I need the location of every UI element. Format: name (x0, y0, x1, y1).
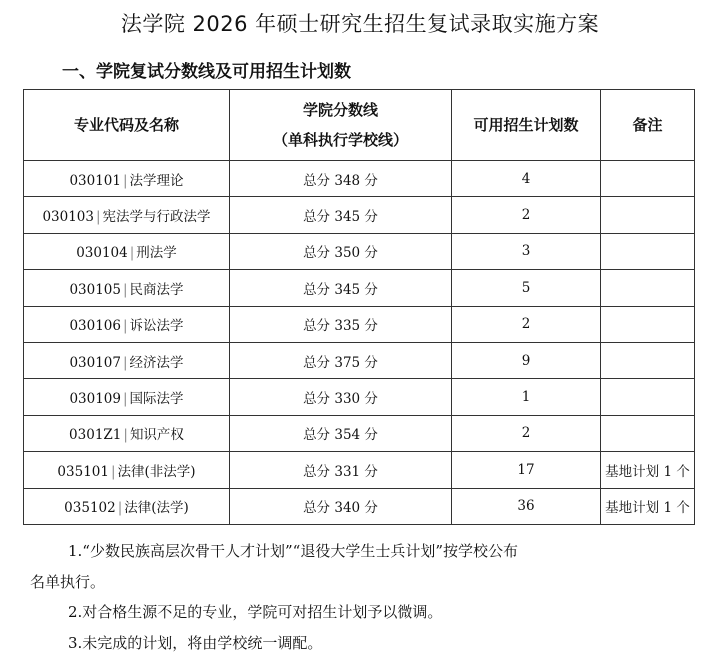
cell-score: 总分 350 分 (230, 233, 452, 269)
cell-major (24, 379, 230, 415)
major-code: 035102 (64, 500, 116, 517)
cell-score: 总分 345 分 (230, 270, 452, 306)
table-row (24, 233, 695, 269)
cell-plan: 9 (452, 342, 601, 378)
header-remark: 备注 (601, 90, 695, 161)
section-heading: 一、学院复试分数线及可用招生计划数 (62, 62, 351, 82)
table-row (24, 197, 695, 233)
header-score-line-sub: （单科执行学校线） (272, 131, 408, 149)
cell-score: 总分 348 分 (230, 161, 452, 197)
cell-remark (601, 306, 695, 342)
major-code: 030104 (76, 245, 128, 262)
cell-plan: 4 (452, 161, 601, 197)
cell-remark (601, 379, 695, 415)
cell-plan: 36 (452, 488, 601, 524)
major-name: 经济法学 (129, 354, 184, 371)
cell-major (24, 342, 230, 378)
major-code: 030106 (69, 318, 121, 335)
cell-plan: 1 (452, 379, 601, 415)
major-name: 法学理论 (129, 172, 184, 189)
cell-major (24, 306, 230, 342)
separator: | (122, 391, 128, 408)
major-name: 宪法学与行政法学 (102, 209, 211, 226)
note-1-continuation: 名单执行。 (30, 572, 106, 591)
major-name: 刑法学 (136, 245, 177, 262)
major-code: 0301Z1 (69, 427, 122, 444)
separator: | (122, 281, 128, 298)
cell-score: 总分 354 分 (230, 415, 452, 451)
cell-major (24, 452, 230, 488)
cell-remark (601, 197, 695, 233)
cell-plan: 2 (452, 415, 601, 451)
cell-remark (601, 415, 695, 451)
cell-score: 总分 345 分 (230, 197, 452, 233)
note-3: 3.未完成的计划，将由学校统一调配。 (68, 633, 323, 652)
major-code: 030101 (69, 172, 121, 189)
major-code: 030109 (69, 391, 121, 408)
table-row (24, 415, 695, 451)
separator: | (122, 318, 128, 335)
cell-major (24, 415, 230, 451)
header-plan: 可用招生计划数 (452, 90, 601, 161)
document-title: 法学院 2026 年硕士研究生招生复试录取实施方案 (120, 12, 600, 36)
note-2: 2.对合格生源不足的专业，学院可对招生计划予以微调。 (68, 603, 443, 621)
major-name: 法律(法学) (124, 500, 189, 517)
major-code: 030103 (42, 209, 94, 226)
cell-plan: 3 (452, 233, 601, 269)
cell-remark (601, 233, 695, 269)
cell-remark (601, 161, 695, 197)
table-row (24, 379, 695, 415)
cell-plan: 5 (452, 270, 601, 306)
table-row (24, 452, 695, 488)
major-code: 030107 (69, 354, 121, 371)
cell-remark: 基地计划 1 个 (601, 488, 695, 524)
major-name: 诉讼法学 (129, 318, 184, 335)
separator: | (123, 427, 128, 444)
cell-score: 总分 335 分 (230, 306, 452, 342)
separator: | (117, 500, 123, 517)
major-name: 民商法学 (129, 281, 184, 298)
note-1: 1.“少数民族高层次骨干人才计划”“退役大学生士兵计划”按学校公布 (68, 542, 518, 560)
major-name: 国际法学 (129, 391, 184, 408)
major-code: 030105 (69, 281, 121, 298)
cell-major (24, 161, 230, 197)
separator: | (129, 245, 135, 262)
separator: | (122, 354, 128, 371)
table-row (24, 161, 695, 197)
major-code: 035101 (57, 463, 109, 480)
notes-section (30, 536, 695, 658)
cell-score: 总分 330 分 (230, 379, 452, 415)
table-row (24, 270, 695, 306)
admission-plan-table (23, 89, 695, 525)
separator: | (122, 172, 128, 189)
separator: | (110, 463, 116, 480)
table-row (24, 306, 695, 342)
major-name: 法律(非法学) (117, 463, 196, 480)
cell-remark (601, 270, 695, 306)
major-name: 知识产权 (129, 427, 184, 444)
table-row (24, 342, 695, 378)
cell-score: 总分 340 分 (230, 488, 452, 524)
header-major: 专业代码及名称 (24, 90, 230, 161)
cell-plan: 2 (452, 197, 601, 233)
cell-plan: 2 (452, 306, 601, 342)
cell-remark: 基地计划 1 个 (601, 452, 695, 488)
cell-plan: 17 (452, 452, 601, 488)
header-score-line-main: 学院分数线 (302, 101, 378, 119)
cell-score: 总分 331 分 (230, 452, 452, 488)
header-score-line (230, 90, 452, 161)
cell-major (24, 233, 230, 269)
separator: | (95, 209, 101, 226)
table-header-row (24, 90, 695, 161)
cell-remark (601, 342, 695, 378)
table-body (24, 161, 695, 525)
cell-score: 总分 375 分 (230, 342, 452, 378)
cell-major (24, 270, 230, 306)
cell-major (24, 197, 230, 233)
table-row (24, 488, 695, 524)
cell-major (24, 488, 230, 524)
